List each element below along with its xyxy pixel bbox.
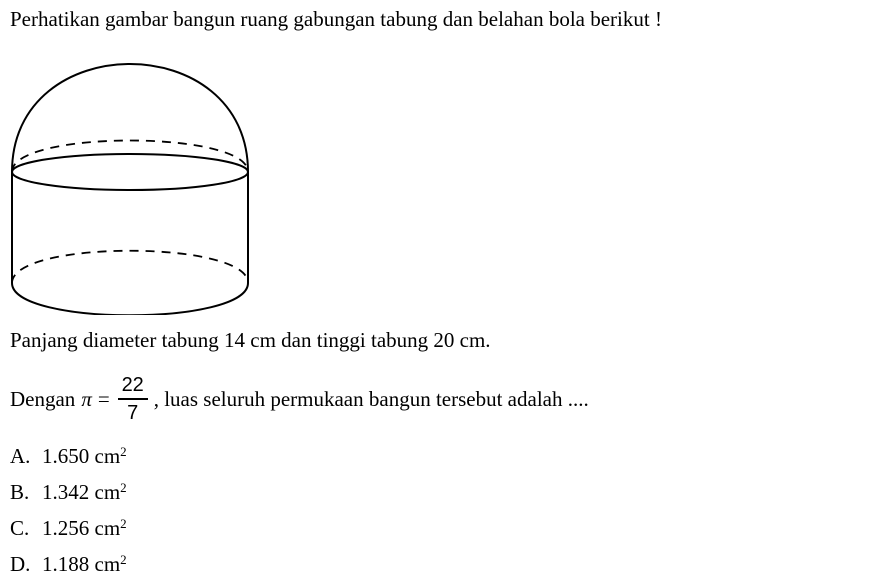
option-c[interactable] bbox=[10, 517, 127, 539]
equals-sign: = bbox=[97, 386, 110, 411]
option-value: 1.188 cm bbox=[42, 552, 121, 576]
question-prompt bbox=[10, 365, 589, 433]
option-value: 1.650 cm bbox=[42, 444, 121, 468]
option-a[interactable] bbox=[10, 445, 127, 467]
option-unit-power: 2 bbox=[120, 444, 127, 459]
option-letter: C. bbox=[10, 516, 30, 540]
option-letter: D. bbox=[10, 552, 31, 576]
option-letter: A. bbox=[10, 444, 31, 468]
hemisphere-outline bbox=[12, 64, 248, 172]
question-intro: Perhatikan gambar bangun ruang gabungan tabung dan belahan bola berikut ! bbox=[10, 7, 662, 31]
top-hidden-arc bbox=[12, 141, 248, 173]
cylinder-hemisphere-figure bbox=[0, 40, 270, 315]
option-b[interactable] bbox=[10, 481, 127, 503]
bottom-front-arc bbox=[12, 283, 248, 315]
option-unit-power: 2 bbox=[120, 516, 127, 531]
pi-fraction bbox=[118, 375, 148, 423]
option-letter: B. bbox=[10, 480, 30, 504]
option-value: 1.342 cm bbox=[42, 480, 121, 504]
pi-symbol: π bbox=[81, 386, 92, 411]
option-value: 1.256 cm bbox=[42, 516, 121, 540]
option-unit-power: 2 bbox=[120, 480, 127, 495]
option-d[interactable] bbox=[10, 553, 127, 575]
option-unit-power: 2 bbox=[120, 552, 127, 567]
fraction-numerator: 22 bbox=[121, 374, 144, 397]
bottom-hidden-arc bbox=[12, 251, 248, 283]
given-dimensions: Panjang diameter tabung 14 cm dan tinggi tabung 20 cm. bbox=[10, 328, 491, 352]
fraction-denominator: 7 bbox=[127, 401, 139, 424]
prompt-suffix: , luas seluruh permukaan bangun tersebut adalah .... bbox=[153, 386, 589, 411]
prompt-prefix: Dengan bbox=[10, 386, 76, 411]
cylinder-top-ellipse bbox=[12, 154, 248, 190]
